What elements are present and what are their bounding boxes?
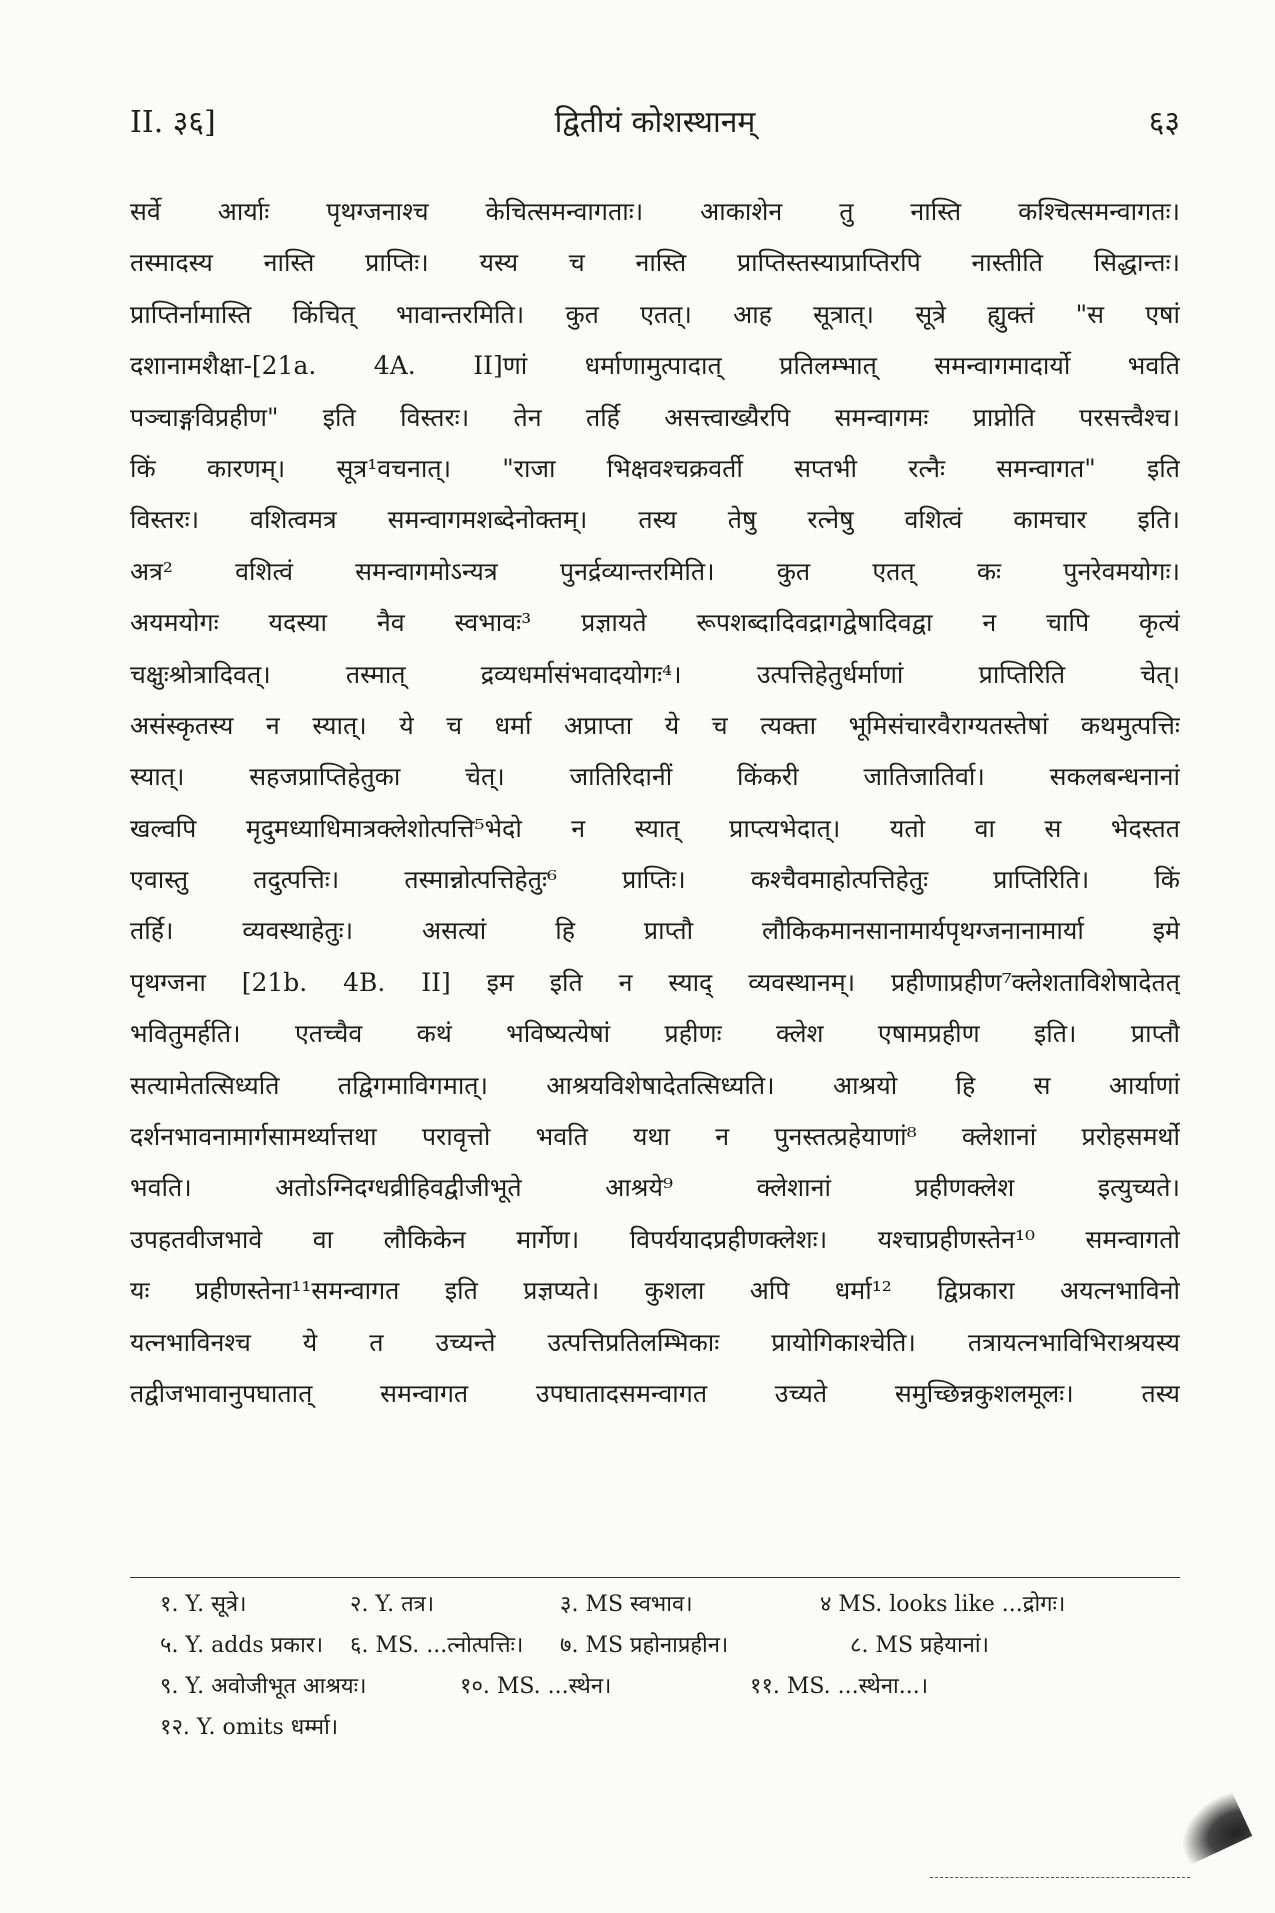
footnote-row	[160, 1584, 1180, 1625]
text-line: असंस्कृतस्य न स्यात्। ये च धर्मा अप्राप्ता ये च त्यक्ता भूमिसंचारवैराग्यतस्तेषां कथमुत्पत्तिः	[130, 710, 1180, 740]
text-line: पृथग्जना [21b. 4B. II] इम इति न स्याद् व्यवस्थानम्। प्रहीणाप्रहीण⁷क्लेशताविशेषादेतत्	[130, 967, 1180, 997]
page-header	[130, 100, 1180, 150]
text-line: चक्षुःश्रोत्रादिवत्। तस्मात् द्रव्यधर्मासंभवादयोगः⁴। उत्पत्तिहेतुर्धर्माणां प्राप्तिरिति चेत्।	[130, 659, 1180, 689]
footnote: १२. Y. omits धर्म्मा।	[160, 1715, 339, 1740]
footnote: ३. MS स्वभाव।	[560, 1592, 693, 1617]
bottom-dashed-line	[930, 1877, 1190, 1878]
text-line: यः प्रहीणस्तेना¹¹समन्वागत इति प्रज्ञप्यते। कुशला अपि धर्मा¹² द्विप्रकारा अयत्नभाविनो	[130, 1276, 1180, 1306]
footnote: ८. MS प्रहेयानां।	[850, 1633, 989, 1658]
footnote: ५. Y. adds प्रकार।	[160, 1633, 324, 1658]
text-line: सत्यामेतत्सिध्यति तद्विगमाविगमात्। आश्रयविशेषादेतत्सिध्यति। आश्रयो हि स आर्याणां	[130, 1070, 1180, 1100]
page-edge-smudge	[1168, 1791, 1253, 1866]
text-line: उपहतवीजभावे वा लौकिकेन मार्गेण। विपर्ययादप्रहीणक्लेशः। यश्चाप्रहीणस्तेन¹⁰ समन्वागतो	[130, 1224, 1180, 1254]
text-line: भवितुमर्हति। एतच्चैव कथं भविष्यत्येषां प्रहीणः क्लेश एषामप्रहीण इति। प्राप्तौ	[130, 1019, 1180, 1049]
footnote: ११. MS. ...स्थेना...।	[750, 1674, 929, 1699]
text-line: तद्वीजभावानुपघातात् समन्वागत उपघातादसमन्वागत उच्यते समुच्छिन्नकुशलमूलः। तस्य	[130, 1378, 1180, 1408]
footnote: १०. MS. ...स्थेन।	[460, 1674, 612, 1699]
text-line: एवास्तु तदुत्पत्तिः। तस्मान्नोत्पत्तिहेतुः⁶ प्राप्तिः। कश्चैवमाहोत्पत्तिहेतुः प्राप्तिरिति। किं	[130, 865, 1180, 895]
text-line: खल्वपि मृदुमध्याधिमात्रक्लेशोत्पत्ति⁵भेदो न स्यात् प्राप्त्यभेदात्। यतो वा स भेदस्तत	[130, 813, 1180, 843]
text-line: तर्हि। व्यवस्थाहेतुः। असत्यां हि प्राप्तौ लौकिकमानसानामार्यपृथग्जनानामार्या इमे	[130, 916, 1180, 946]
text-line: भवति। अतोऽग्निदग्धव्रीहिवद्वीजीभूते आश्रये⁹ क्लेशानां प्रहीणक्लेश इत्युच्यते।	[130, 1173, 1180, 1203]
text-line: अयमयोगः यदस्या नैव स्वभावः³ प्रज्ञायते रूपशब्दादिवद्रागद्वेषादिवद्वा न चापि कृत्यं	[130, 608, 1180, 638]
running-title: द्वितीयं कोशस्थानम्	[554, 105, 756, 140]
text-line: पञ्चाङ्गविप्रहीण" इति विस्तरः। तेन तर्हि असत्त्वाख्यैरपि समन्वागमः प्राप्नोति परसत्त्वैश्च।	[130, 402, 1180, 432]
text-line: किं कारणम्। सूत्र¹वचनात्। "राजा भिक्षवश्चक्रवर्ती सप्तभी रत्नैः समन्वागत" इति	[130, 453, 1180, 483]
page-number: ६३	[1148, 105, 1180, 140]
footnotes	[160, 1584, 1180, 1748]
text-line: तस्मादस्य नास्ति प्राप्तिः। यस्य च नास्ति प्राप्तिस्तस्याप्राप्तिरपि नास्तीति सिद्धान्तः।	[130, 248, 1180, 278]
text-line: दशानामशैक्षा-[21a. 4A. II]णां धर्माणामुत्पादात् प्रतिलम्भात् समन्वागमादार्यो भवति	[130, 351, 1180, 381]
footnote-row	[160, 1707, 1180, 1748]
footnote: ४ MS. looks like ...द्रोगः।	[820, 1592, 1066, 1617]
footnote: ७. MS प्रहोनाप्रहीन।	[560, 1633, 729, 1658]
chapter-verse-ref: II. ३६]	[130, 105, 216, 140]
main-text	[130, 186, 1180, 1419]
text-line: अत्र² वशित्वं समन्वागमोऽन्यत्र पुनर्द्रव्यान्तरमिति। कुत एतत् कः पुनरेवमयोगः।	[130, 556, 1180, 586]
text-line: विस्तरः। वशित्वमत्र समन्वागमशब्देनोक्तम्। तस्य तेषु रत्नेषु वशित्वं कामचार इति।	[130, 505, 1180, 535]
footnote: ९. Y. अवोजीभूत आश्रयः।	[160, 1674, 367, 1699]
footnote: १. Y. सूत्रे।	[160, 1592, 247, 1617]
text-line: प्राप्तिर्नामास्ति किंचित् भावान्तरमिति। कुत एतत्। आह सूत्रात्। सूत्रे ह्युक्तं "स एषां	[130, 299, 1180, 329]
text-line: यत्नभाविनश्च ये त उच्यन्ते उत्पत्तिप्रतिलम्भिकाः प्रायोगिकाश्चेति। तत्रायत्नभाविभिराश्रयस्य	[130, 1327, 1180, 1357]
footnote: २. Y. तत्र।	[350, 1592, 435, 1617]
text-line: सर्वे आर्याः पृथग्जनाश्च केचित्समन्वागताः। आकाशेन तु नास्ति कश्चित्समन्वागतः।	[130, 197, 1180, 226]
footnote-row	[160, 1625, 1180, 1666]
footnote-row	[160, 1666, 1180, 1707]
text-line: दर्शनभावनामार्गसामर्थ्यात्तथा परावृत्तो भवति यथा न पुनस्तत्प्रहेयाणां⁸ क्लेशानां प्ररोहसमर्थो	[130, 1122, 1180, 1152]
footnote: ६. MS. ...त्नोत्पत्तिः।	[350, 1633, 524, 1658]
text-line: स्यात्। सहजप्राप्तिहेतुका चेत्। जातिरिदानीं किंकरी जातिजातिर्वा। सकलबन्धनानां	[130, 762, 1180, 792]
footnote-divider	[130, 1577, 1180, 1578]
